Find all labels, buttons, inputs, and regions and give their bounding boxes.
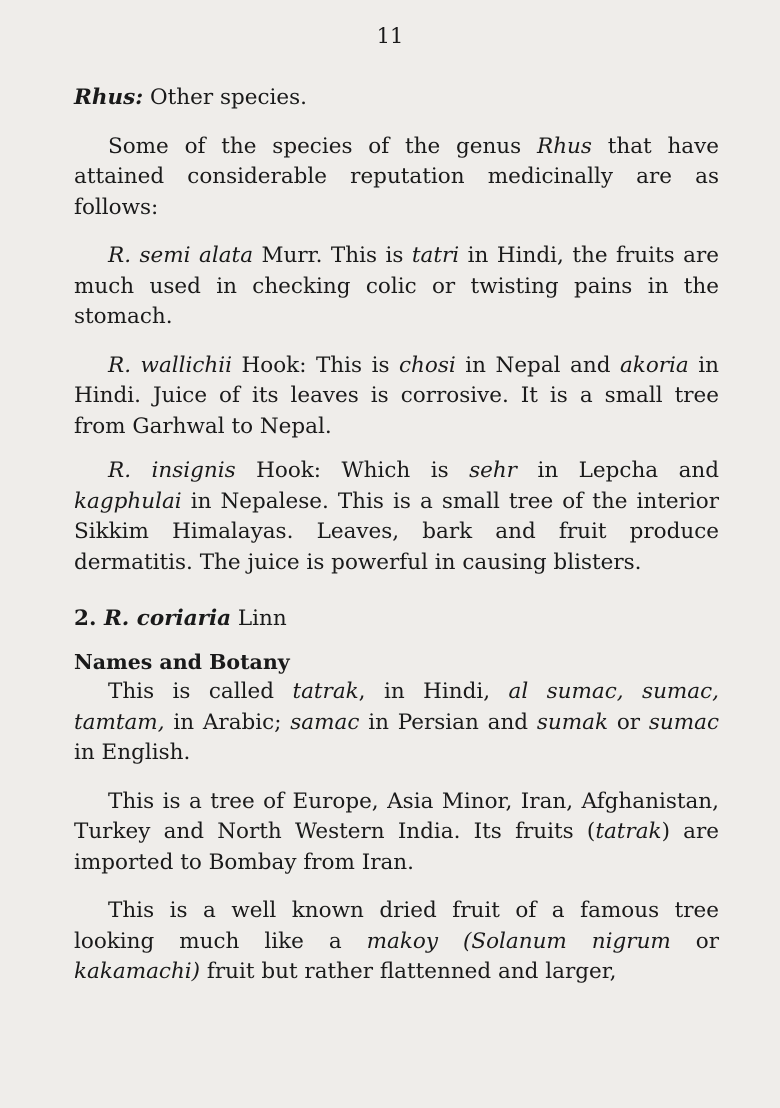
paragraph-wallichii: R. wallichii Hook: This is chosi in Nepal and akoria in Hindi. Juice of its leaves is corrosive. It is a small tree from Garhwal to Nepal. bbox=[74, 352, 719, 439]
paragraph-distribution: This is a tree of Europe, Asia Minor, Iran, Afghanistan, Turkey and North Western India. Its fruits (tatrak) are imported to Bombay from Iran. bbox=[74, 788, 719, 875]
paragraph-semi-alata: R. semi alata Murr. This is tatri in Hindi, the fruits are much used in checking colic or twisting pains in the stomach. bbox=[74, 243, 719, 329]
paragraph-intro: Some of the species of the genus Rhus that have attained considerable reputation medicinally are as follows: bbox=[74, 133, 719, 220]
paragraph-names: This is called tatrak, in Hindi, al sumac, sumac, tamtam, in Arabic; samac in Persian and sumak or sumac in English. bbox=[74, 679, 719, 765]
paragraph-dried-fruit: This is a well known dried fruit of a famous tree looking much like a makoy (Solanum nigrum or kakamachi) fruit but rather flattenned and larger, bbox=[74, 898, 720, 984]
paragraph-insignis: R. insignis Hook: Which is sehr in Lepcha and kagphulai in Nepalese. This is a small tree of the interior Sikkim Himalayas. Leaves, bark and fruit produce dermatitis. The juice is powerful in causing blisters. bbox=[74, 458, 720, 575]
paragraph-rhus-heading: Rhus: Other species. bbox=[74, 85, 307, 110]
page-number: 11 bbox=[376, 24, 404, 48]
page-body bbox=[74, 83, 719, 988]
section-heading-coriaria: 2. R. coriaria Linn bbox=[74, 606, 287, 631]
subheading-names-botany: Names and Botany bbox=[74, 649, 290, 674]
